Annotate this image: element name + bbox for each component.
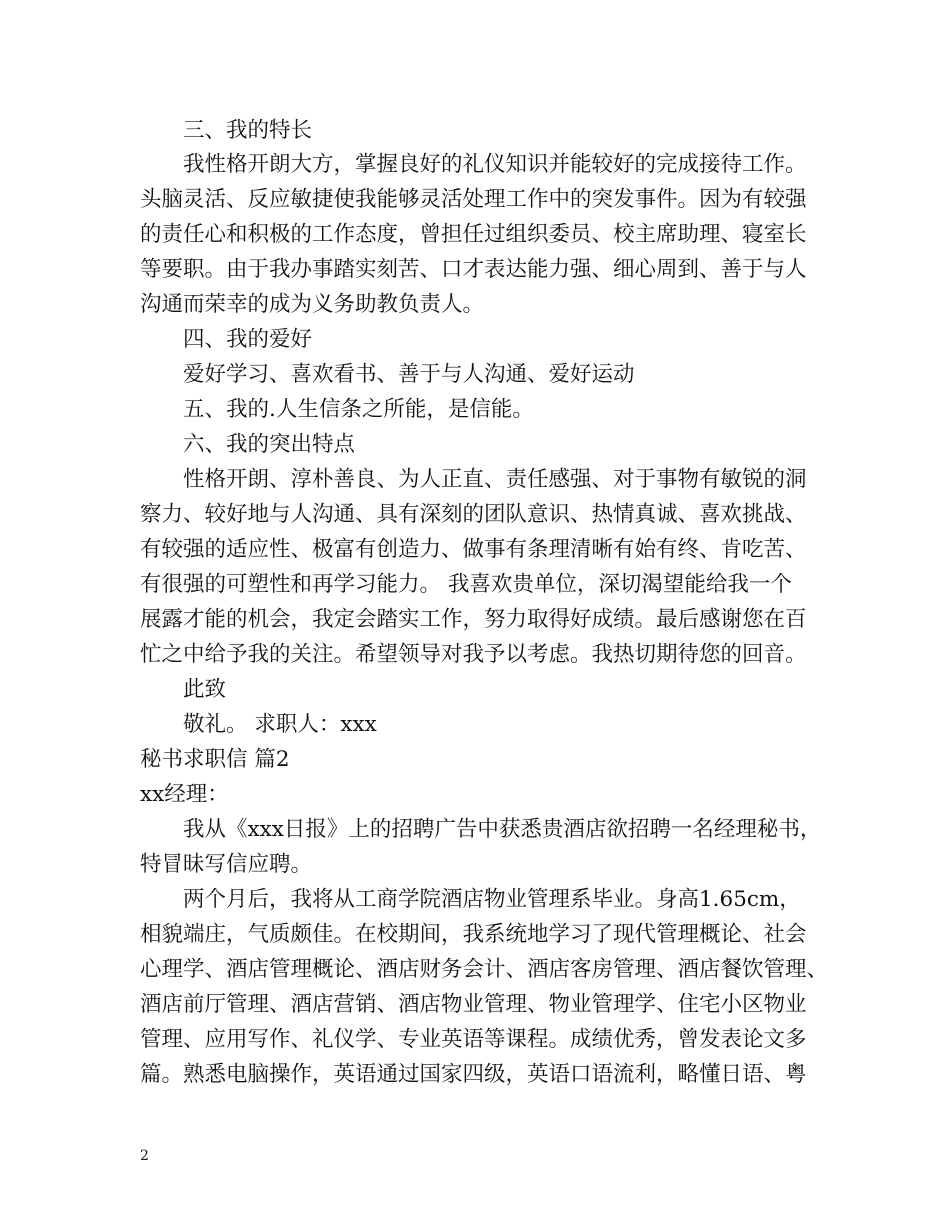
signature-line: 敬礼。 求职人：xxx [183, 712, 377, 737]
paragraph-line: 酒店前厅管理、酒店营销、酒店物业管理、物业管理学、住宅小区物业 [140, 992, 807, 1017]
paragraph-line: 心理学、酒店管理概论、酒店财务会计、酒店客房管理、酒店餐饮管理、 [140, 957, 829, 982]
section-title: 秘书求职信 篇2 [140, 747, 290, 772]
paragraph-line: 性格开朗、淳朴善良、为人正直、责任感强、对于事物有敏锐的洞 [183, 467, 807, 492]
paragraph-line: 忙之中给予我的关注。希望领导对我予以考虑。我热切期待您的回音。 [140, 642, 807, 667]
paragraph-line: 篇。熟悉电脑操作，英语通过国家四级，英语口语流利，略懂日语、粤 [140, 1062, 807, 1087]
paragraph-line: 等要职。由于我办事踏实刻苦、口才表达能力强、细心周到、善于与人 [140, 257, 807, 282]
page-number: 2 [140, 1148, 149, 1164]
heading-traits: 六、我的突出特点 [183, 432, 356, 457]
paragraph-line: 两个月后，我将从工商学院酒店物业管理系毕业。身高1.65cm， [183, 887, 801, 912]
salutation: xx经理： [140, 782, 229, 807]
paragraph-line: 我性格开朗大方，掌握良好的礼仪知识并能较好的完成接待工作。 [183, 152, 807, 177]
paragraph-line: 相貌端庄，气质颇佳。在校期间，我系统地学习了现代管理概论、社会 [140, 922, 807, 947]
heading-specialties: 三、我的特长 [183, 118, 313, 143]
paragraph-line: 察力、较好地与人沟通、具有深刻的团队意识、热情真诚、喜欢挑战、 [140, 502, 807, 527]
paragraph-line: 有较强的适应性、极富有创造力、做事有条理清晰有始有终、肯吃苦、 [140, 537, 807, 562]
paragraph-line: 沟通而荣幸的成为义务助教负责人。 [140, 292, 485, 317]
paragraph-line: 的责任心和积极的工作态度，曾担任过组织委员、校主席助理、寝室长 [140, 222, 807, 247]
paragraph-line: 头脑灵活、反应敏捷使我能够灵活处理工作中的突发事件。因为有较强 [140, 187, 807, 212]
closing-line: 此致 [183, 677, 227, 702]
paragraph-line: 爱好学习、喜欢看书、善于与人沟通、爱好运动 [183, 362, 635, 387]
paragraph-line: 展露才能的机会，我定会踏实工作，努力取得好成绩。最后感谢您在百 [140, 607, 807, 632]
paragraph-line: 有很强的可塑性和再学习能力。 我喜欢贵单位，深切渴望能给我一个 [140, 572, 792, 597]
paragraph-line: 特冒昧写信应聘。 [140, 852, 313, 877]
heading-hobbies: 四、我的爱好 [183, 327, 313, 352]
paragraph-line: 管理、应用写作、礼仪学、专业英语等课程。成绩优秀，曾发表论文多 [140, 1027, 807, 1052]
paragraph-line: 我从《xxx日报》上的招聘广告中获悉贵酒店欲招聘一名经理秘书， [183, 817, 822, 842]
heading-motto: 五、我的.人生信条之所能，是信能。 [183, 397, 534, 422]
